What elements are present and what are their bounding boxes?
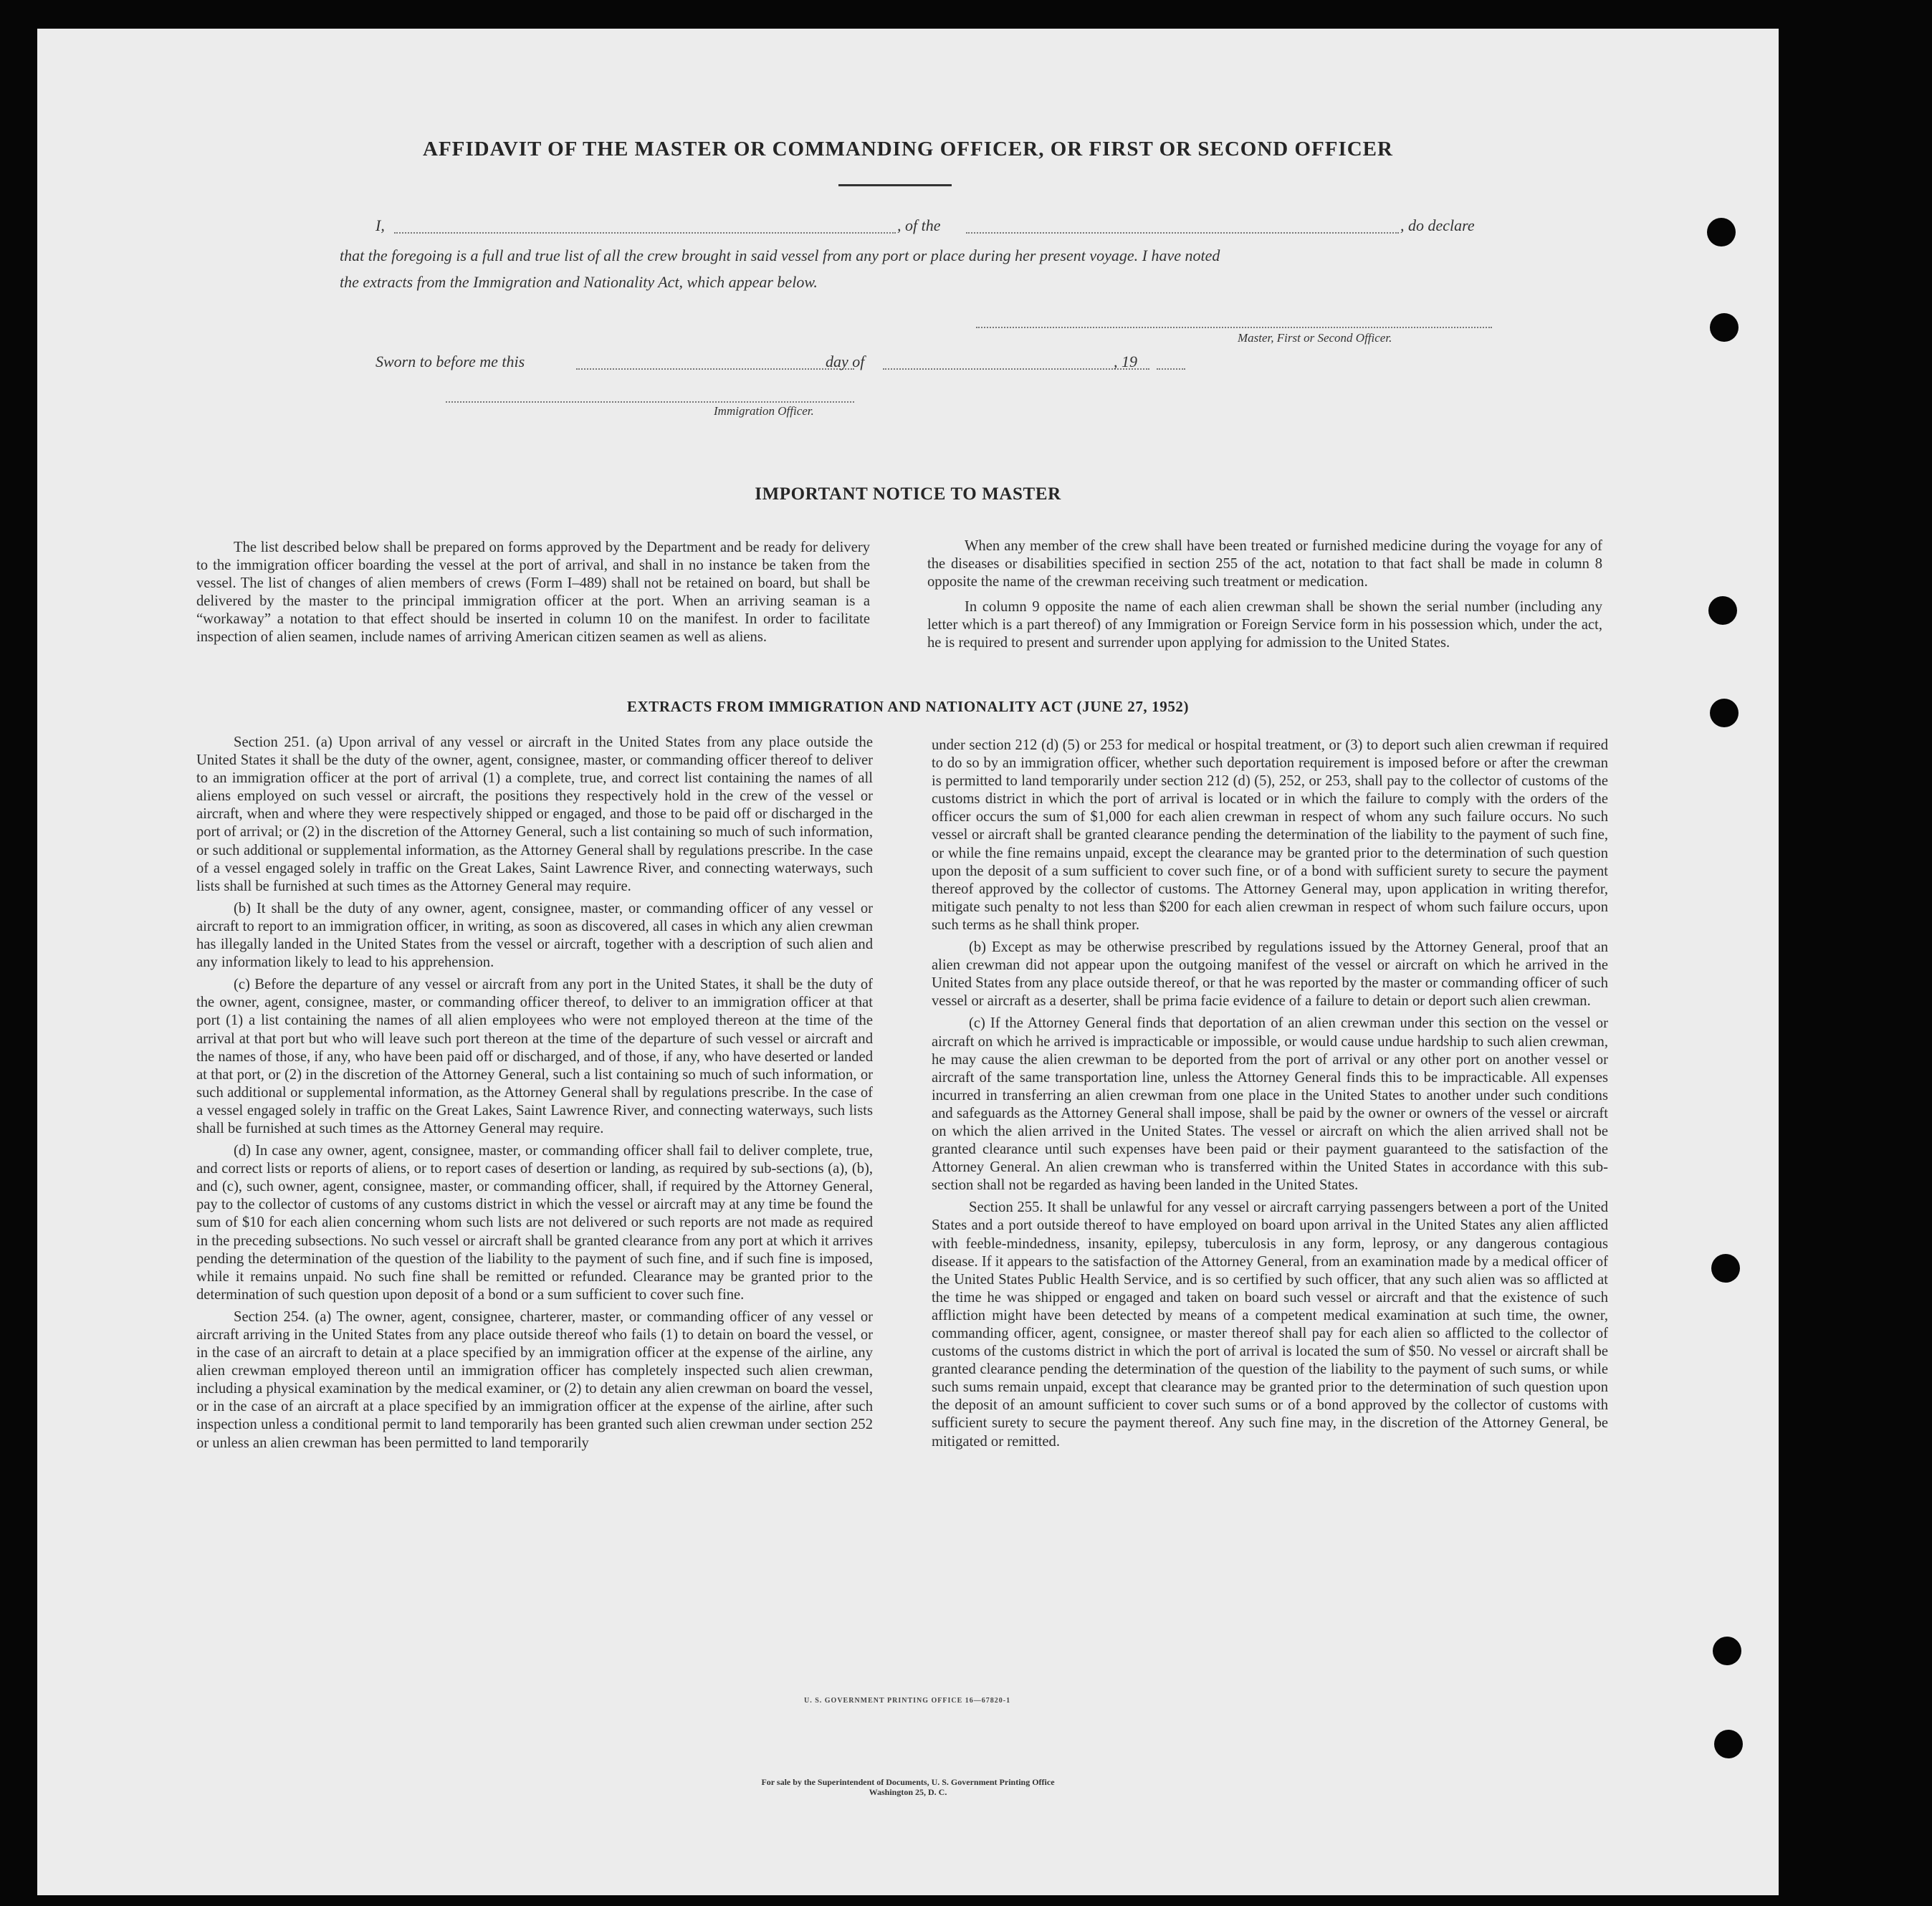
document-page xyxy=(37,29,1779,1895)
i-label: I, xyxy=(376,216,385,234)
section-254-a: Section 254. (a) The owner, agent, consignee, charterer, master, or commanding officer of any vessel or aircraft arriving in the United States from any place outside thereof who fails (1) to detain on board the vessel, or in the case of an aircraft to detain at a place specified by an immigration officer at the expense of the airline, any alien crewman employed thereon until an immigration officer has completely inspected such alien crewman, including a physical examination by the medical examiner, or (2) to detain any alien crewman on board the vessel, or in the case of an aircraft at a place specified by an immigration officer at the expense of the airline, after such inspection unless a conditional permit to land temporarily has been granted such alien crewman under section 252 or unless an alien crewman has been permitted to land temporarily xyxy=(196,1308,873,1451)
section-251-b: (b) It shall be the duty of any owner, agent, consignee, master, or commanding officer of any vessel or aircraft to report to an immigration officer, in writing, as soon as discovered, all cases in which any alien crewman has illegally landed in the United States from the vessel or aircraft, together with a description of such alien and any information likely to lead to his apprehension. xyxy=(196,900,873,971)
declaration-line-2: the extracts from the Immigration and Nationality Act, which appear below. xyxy=(340,273,818,291)
officer-signature-label: Immigration Officer. xyxy=(714,404,814,418)
extracts-right-column xyxy=(932,737,1608,1451)
section-254-c: (c) If the Attorney General finds that deportation of an alien crewman under this section on the vessel or aircraft on which he arrived is impracticable or impossible, or would cause undue hardship to such alien crewman, he may cause the alien crewman to be deported from the port of arrival or any other port on another vessel or aircraft of the same transportation line, unless the Attorney General finds this to be impracticable. All expenses incurred in transferring an alien crewman from one place in the United States to another under such conditions and safeguards as the Attorney General shall impose, shall be paid by the owner or owners of the vessel or aircraft on which the alien arrived in the United States. The vessel or aircraft on which the alien arrived shall not be granted clearance until such expenses have been paid or their payment guaranteed to the satisfaction of the Attorney General. An alien crewman who is transferred within the United States in accordance with this sub-section shall not be regarded as having been landed in the United States. xyxy=(932,1015,1608,1194)
affidavit-title: AFFIDAVIT OF THE MASTER OR COMMANDING OFFICER, OR FIRST OR SECOND OFFICER xyxy=(423,138,1393,161)
notice-right-paragraph-2: In column 9 opposite the name of each alien crewman shall be shown the serial number (including any letter which is a part thereof) of any Immigration or Foreign Service form in his possession which, under the act, he is required to present and surrender upon applying for admission to the United States. xyxy=(927,599,1602,651)
do-declare-label: , do declare xyxy=(1400,216,1475,234)
vessel-field[interactable] xyxy=(966,232,1399,234)
sales-footer xyxy=(37,1777,1779,1797)
declaration-text xyxy=(340,242,1493,295)
master-signature-label: Master, First or Second Officer. xyxy=(1238,331,1392,345)
punch-hole xyxy=(1710,699,1739,727)
notice-left-paragraph: The list described below shall be prepared on forms approved by the Department and be ready for delivery to the immigration officer boarding the vessel at the port of arrival, and shall in no instance be taken from the vessel. The list of changes of alien members of crews (Form I–489) shall not be retained on board, but shall be delivered by the master to the principal immigration officer at the port. When an arriving seaman is a “workaway” a notation to that effect should be inserted in column 10 on the manifest. In order to facilitate inspection of alien seamen, include names of arriving American citizen seamen as well as aliens. xyxy=(196,540,870,646)
footer-line-2: Washington 25, D. C. xyxy=(869,1787,947,1797)
punch-hole xyxy=(1713,1637,1741,1665)
punch-hole xyxy=(1708,596,1737,625)
sworn-month-field[interactable] xyxy=(883,368,1149,370)
section-251-a: Section 251. (a) Upon arrival of any vessel or aircraft in the United States from any place outside the United States it shall be the duty of the owner, agent, consignee, master, or commanding officer thereof to deliver to an immigration officer at the port of arrival (1) a complete, true, and correct list containing the names of all aliens employed on such vessel or aircraft, the positions they respectively hold in the crew of the vessel or aircraft, when and where they were respectively shipped or engaged, and those to be paid off or discharged in the port of arrival; or (2) in the discretion of the Attorney General, such a list containing so much of such information, or such additional or supplemental information, as the Attorney General shall by regulations prescribe. In the case of a vessel engaged solely in traffic on the Great Lakes, Saint Lawrence River, and connecting waterways, such lists shall be furnished at such times as the Attorney General may require. xyxy=(196,734,873,894)
notice-left-column xyxy=(196,539,870,647)
sworn-day-field[interactable] xyxy=(576,368,854,370)
notice-right-paragraph-1: When any member of the crew shall have been treated or furnished medicine during the voyage for any of the diseases or disabilities specified in section 255 of the act, notation to that fact shall be made in column 8 opposite the name of the crewman receiving such treatment or medication. xyxy=(927,538,1602,590)
day-of-label: day of xyxy=(826,353,865,370)
notice-heading: IMPORTANT NOTICE TO MASTER xyxy=(755,484,1061,504)
declaration-line-1: that the foregoing is a full and true list of all the crew brought in said vessel from any port or place during her present voyage. I have noted xyxy=(340,246,1220,264)
section-251-c: (c) Before the departure of any vessel or aircraft from any port in the United States, it shall be the duty of the owner, agent, consignee, master, or commanding officer thereof, to deliver to an immigration officer at that port (1) a list containing the names of all alien employees who were not employed thereon at the time of the arrival at that port but who will leave such port thereon at the time of the departure of such vessel or aircraft and the names of those, if any, who have been paid off or discharged, and of those, if any, who have deserted or landed at that port, or (2) in the discretion of the Attorney General, such a list containing so much of such information, or such additional or supplemental information, as the Attorney General shall by regulations prescribe. In the case of a vessel engaged solely in traffic on the Great Lakes, Saint Lawrence River, and connecting waterways, such lists shall be furnished at such times as the Attorney General may require. xyxy=(196,977,873,1136)
officer-signature-line[interactable] xyxy=(446,401,854,403)
master-signature-line[interactable] xyxy=(976,327,1492,328)
sworn-year-field[interactable] xyxy=(1157,368,1185,370)
section-255: Section 255. It shall be unlawful for any vessel or aircraft carrying passengers between a port of the United States and a port outside thereof to have employed on board upon arrival in the United States any alien afflicted with feeble-mindedness, insanity, epilepsy, tuberculosis in any form, leprosy, or any dangerous contagious disease. If it appears to the satisfaction of the Attorney General, from an examination made by a medical officer of the United States Public Health Service, and is so certified by such officer, that any such alien was so afflicted at the time he was shipped or engaged and taken on board such vessel or aircraft and that the existence of such affliction might have been detected by means of a competent medical examination at such time, the owner, commanding officer, agent, consignee, or master thereof shall pay for each alien so afflicted to the collector of customs of the customs district in which the port of arrival is located the sum of $50. No vessel or aircraft shall be granted clearance pending the determination of the question of the liability to the payment of such sums, or while such sums remain unpaid, except that clearance may be granted prior to the determination of such question upon the deposit of an amount sufficient to cover such sums or of a bond approved by the collector of customs with sufficient surety to secure the payment thereof. Any such fine may, in the discretion of the Attorney General, be mitigated or remitted. xyxy=(932,1199,1608,1450)
punch-hole xyxy=(1714,1730,1743,1758)
notice-right-column xyxy=(927,537,1602,653)
punch-hole xyxy=(1710,313,1739,342)
sworn-label: Sworn to before me this xyxy=(376,353,525,370)
section-254-a-continued: under section 212 (d) (5) or 253 for medical or hospital treatment, or (3) to deport such alien crewman if required to do so by an immigration officer, whether such deportation requirement is imposed before or after the crewman is permitted to land temporarily under section 212 (d) (5), 252, or 253, shall pay to the collector of customs of the customs district in which the port of arrival is located or in which the failure to comply with the orders of the officer occurs the sum of $1,000 for each alien crewman in respect of whom any such failure occurs. No such vessel or aircraft shall be granted clearance pending the determination of the liability to the payment of such fine, or while the fine remains unpaid, except the clearance may be granted prior to the determination of such question upon the deposit of a sum sufficient to cover such fine, or of a bond with sufficient surety to secure the payment thereof approved by the collector of customs. The Attorney General may, upon application in writing therefor, mitigate such penalty to not less than $200 for each alien crewman in respect of whom such failure occurs, upon such terms as he shall think proper. xyxy=(932,737,1608,933)
section-254-b: (b) Except as may be otherwise prescribed by regulations issued by the Attorney General, proof that an alien crewman did not appear upon the outgoing manifest of the vessel or aircraft on which he arrived in the United States from any place outside thereof, or that he was reported by the master or commanding officer of such vessel or aircraft as a deserter, shall be prima facie evidence of a failure to detain or deport such alien crewman. xyxy=(932,939,1608,1010)
of-the-label: , of the xyxy=(897,216,941,234)
name-field[interactable] xyxy=(394,232,896,234)
year-label: , 19 xyxy=(1114,353,1137,370)
title-rule xyxy=(838,184,952,186)
extracts-left-column xyxy=(196,734,873,1452)
footer-line-1: For sale by the Superintendent of Documents, U. S. Government Printing Office xyxy=(761,1777,1055,1787)
printer-mark: U. S. GOVERNMENT PRINTING OFFICE 16—67820-1 xyxy=(804,1697,1011,1705)
punch-hole xyxy=(1711,1254,1740,1283)
punch-hole xyxy=(1707,218,1736,246)
extracts-heading: EXTRACTS FROM IMMIGRATION AND NATIONALITY ACT (JUNE 27, 1952) xyxy=(626,698,1190,715)
section-251-d: (d) In case any owner, agent, consignee, master, or commanding officer shall fail to deliver complete, true, and correct lists or reports of aliens, or to report cases of desertion or landing, as required by sub-sections (a), (b), and (c), such owner, agent, consignee, master, or commanding officer, shall, if required by the Attorney General, pay to the collector of customs of any customs district in which the vessel or aircraft may at any time be found the sum of $10 for each alien concerning whom such lists are not delivered or such reports are not made as required in the preceding subsections. No such vessel or aircraft shall be granted clearance from any port at which it arrives pending the determination of the question of the liability to the payment of such fine, and if such fine is imposed, while it remains unpaid. No such fine shall be remitted or refunded. Clearance may be granted prior to the determination of such question upon deposit of a bond or a sum sufficient to cover such fine. xyxy=(196,1143,873,1303)
